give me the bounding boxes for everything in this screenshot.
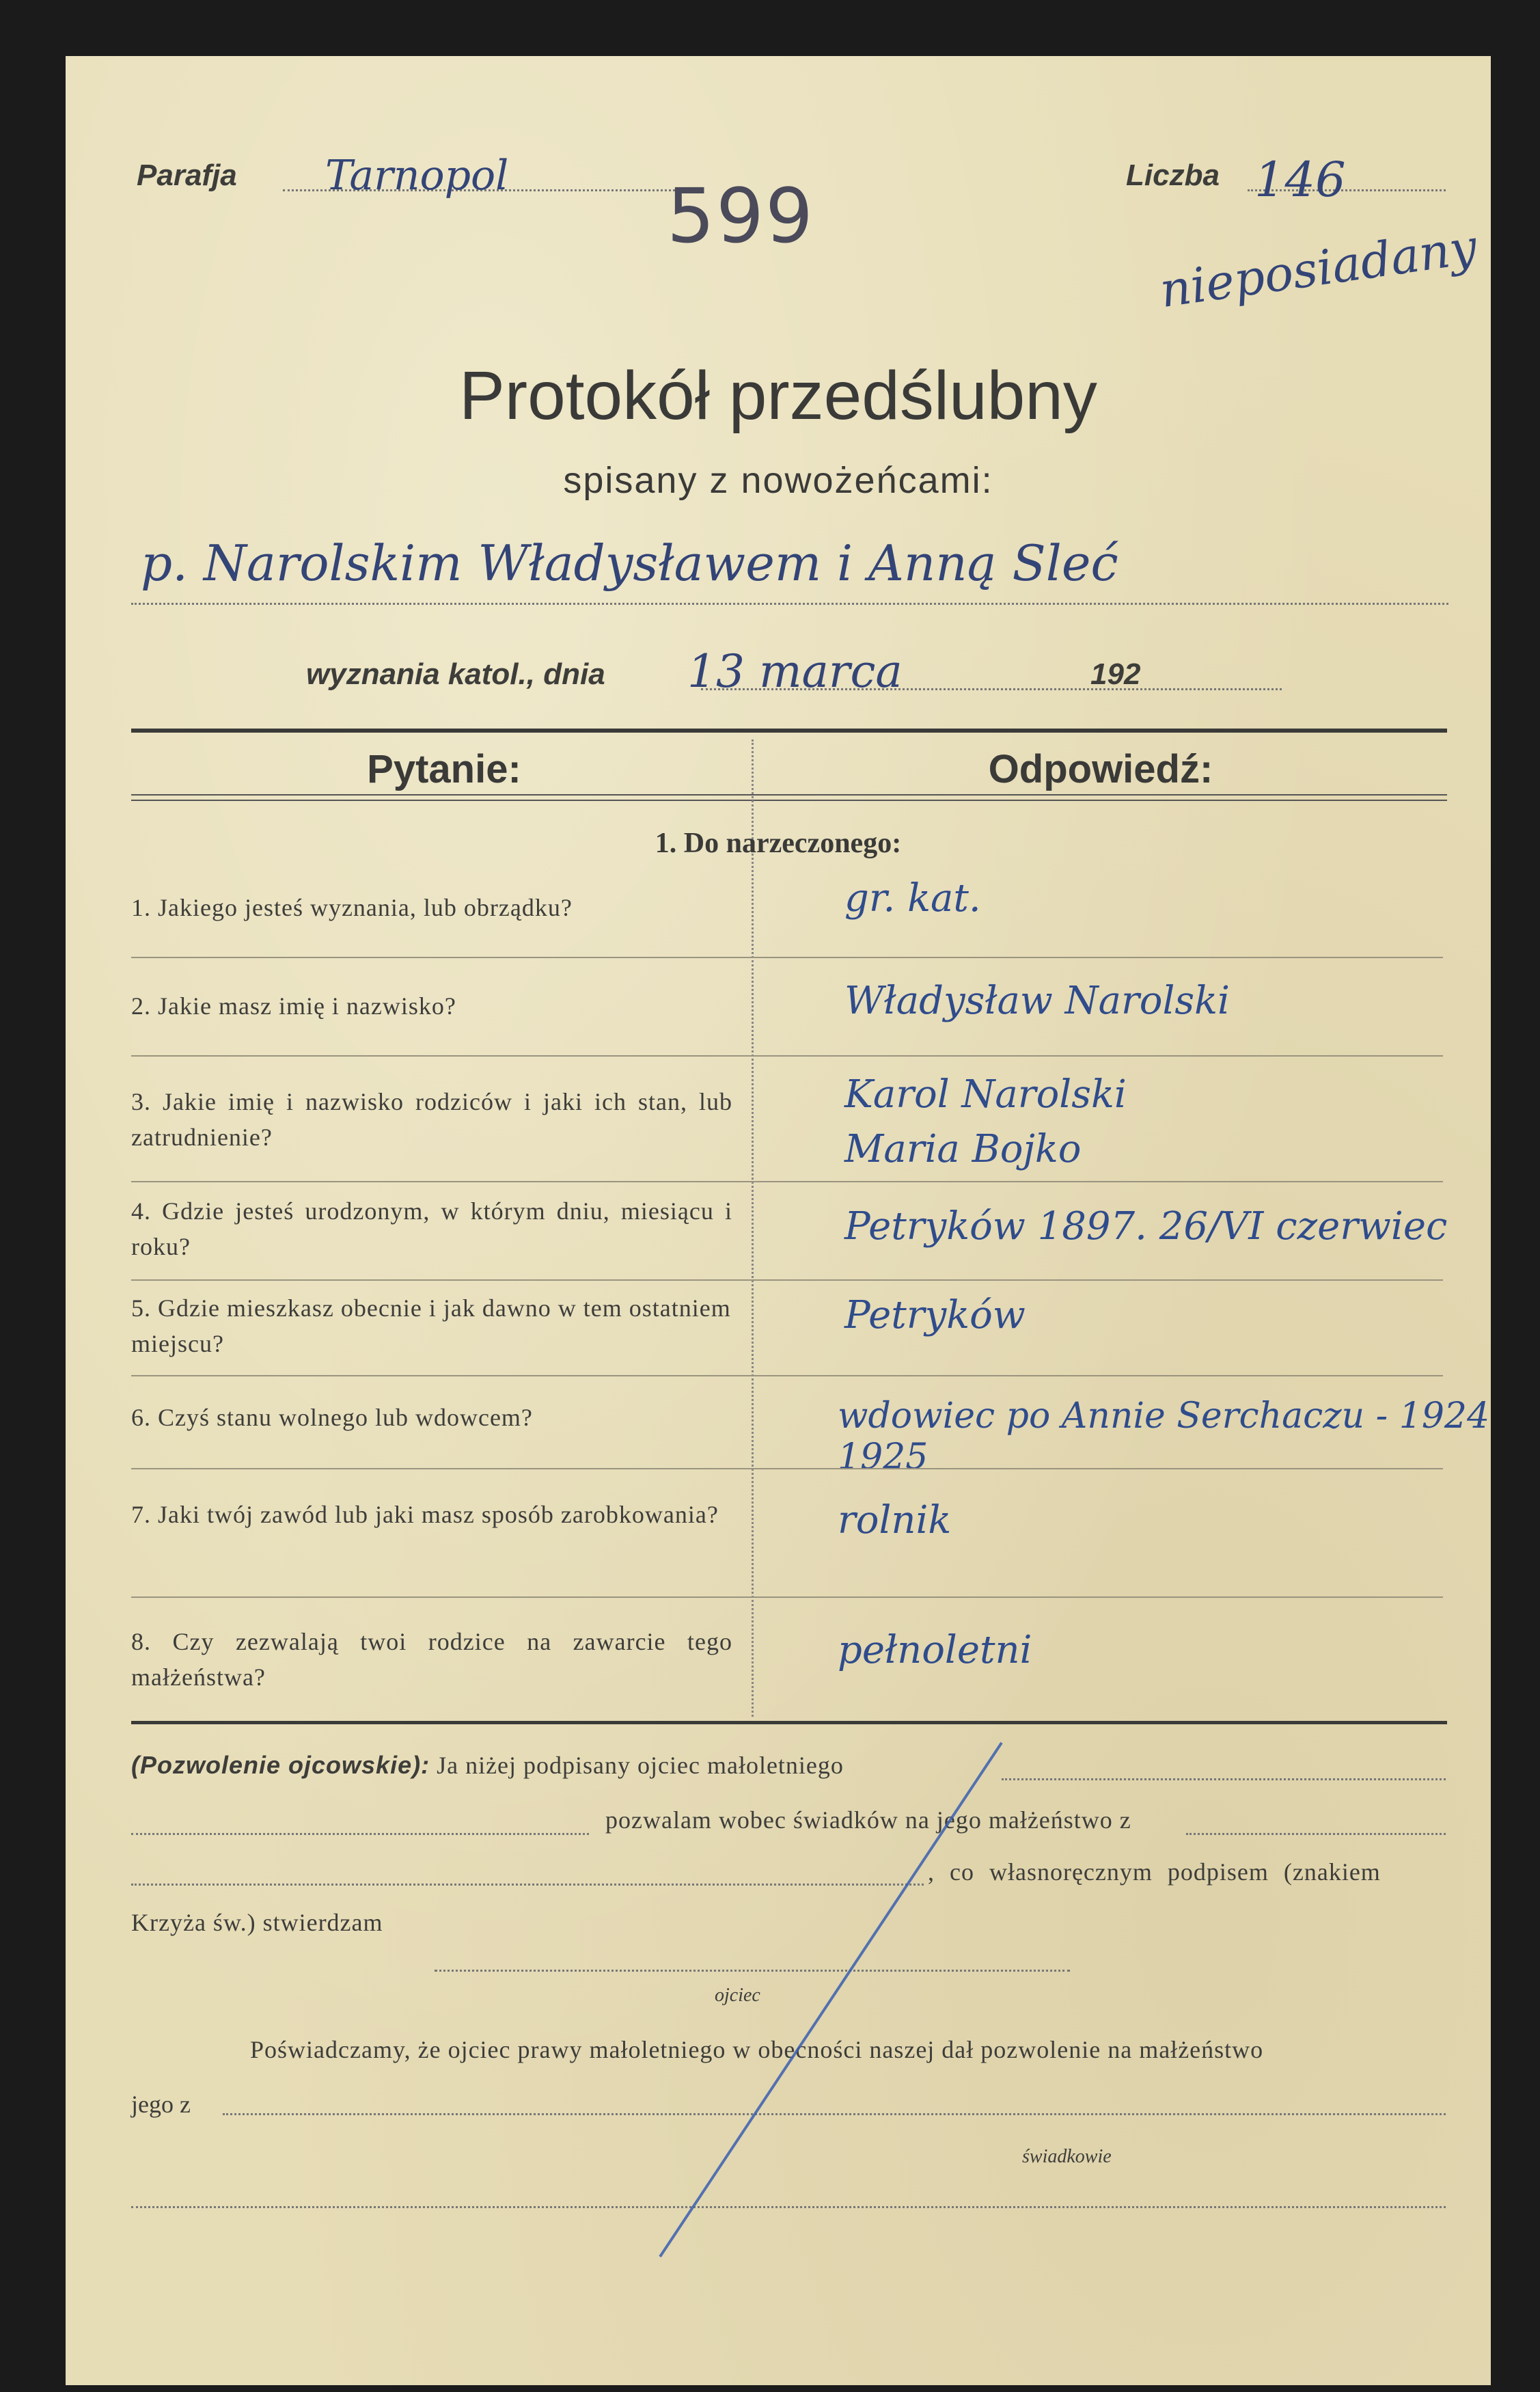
page-title: Protokół przedślubny bbox=[459, 357, 1097, 434]
question-7: 7. Jaki twój zawód lub jaki masz sposób zarobkowania? bbox=[131, 1501, 719, 1528]
question-1: 1. Jakiego jesteś wyznania, lub obrządku? bbox=[131, 894, 573, 921]
question-4: 4. Gdzie jesteś urodzonym, w którym dniu, miesiącu i roku? bbox=[131, 1197, 732, 1260]
answer-2: Władysław Narolski bbox=[844, 979, 1230, 1023]
parish-label: Parafja bbox=[137, 159, 237, 192]
number-value: 146 bbox=[1254, 152, 1346, 208]
couple-names: p. Narolskim Władysławem i Anną Sleć bbox=[141, 534, 1118, 592]
permission-text-1: Ja niżej podpisany ojciec małoletniego bbox=[437, 1752, 844, 1779]
question-8: 8. Czy zezwalają twoi rodzice na zawarcie tego małżeństwa? bbox=[131, 1628, 732, 1691]
answer-7: rolnik bbox=[838, 1498, 952, 1542]
parish-value: Tarnopol bbox=[325, 152, 509, 200]
answer-5: Petryków bbox=[844, 1293, 1026, 1337]
column-header-answer: Odpowiedź: bbox=[988, 747, 1213, 791]
father-caption: ojciec bbox=[715, 1985, 760, 2006]
number-label: Liczba bbox=[1126, 159, 1220, 192]
question-2: 2. Jakie masz imię i nazwisko? bbox=[131, 992, 456, 1020]
attestation-text: Poświadczamy, że ojciec prawy małoletniego w obecności naszej dał pozwolenie na małżeństwo bbox=[250, 2036, 1264, 2063]
form-page bbox=[66, 56, 1491, 2385]
page-subtitle: spisany z nowożeńcami: bbox=[563, 460, 993, 501]
column-header-question: Pytanie: bbox=[367, 747, 521, 791]
question-3: 3. Jakie imię i nazwisko rodziców i jaki ich stan, lub zatrudnienie? bbox=[131, 1088, 732, 1151]
answer-1: gr. kat. bbox=[844, 876, 981, 921]
question-5: 5. Gdzie mieszkasz obecnie i jak dawno w tem ostatniem miejscu? bbox=[131, 1294, 731, 1357]
year-label: 192 bbox=[1090, 657, 1141, 691]
answer-3-mother: Maria Bojko bbox=[844, 1127, 1082, 1171]
witnesses-caption: świadkowie bbox=[1022, 2146, 1112, 2167]
margin-note: nieposiadany bbox=[1156, 218, 1481, 319]
answer-3-father: Karol Narolski bbox=[844, 1072, 1127, 1117]
date-value: 13 marca bbox=[687, 645, 903, 698]
answer-8: pełnoletni bbox=[838, 1628, 1032, 1672]
attestation-jego-z: jego z bbox=[131, 2091, 191, 2118]
question-6: 6. Czyś stanu wolnego lub wdowcem? bbox=[131, 1404, 533, 1431]
pencil-strike-line bbox=[66, 56, 1491, 2385]
answer-4: Petryków 1897. 26/VI czerwiec bbox=[844, 1204, 1448, 1249]
confession-label: wyznania katol., dnia bbox=[306, 657, 605, 691]
section-heading: 1. Do narzeczonego: bbox=[655, 828, 902, 859]
stamp-number: 599 bbox=[667, 172, 814, 260]
permission-text-3: , co własnoręcznym podpisem (znakiem bbox=[928, 1858, 1381, 1886]
answer-6: wdowiec po Annie Serchaczu - 1924 1925 bbox=[838, 1396, 1490, 1478]
permission-text-4: Krzyża św.) stwierdzam bbox=[131, 1909, 383, 1936]
permission-heading: (Pozwolenie ojcowskie): bbox=[131, 1751, 430, 1779]
permission-text-2: pozwalam wobec świadków na jego małżeństwo z bbox=[605, 1806, 1131, 1834]
